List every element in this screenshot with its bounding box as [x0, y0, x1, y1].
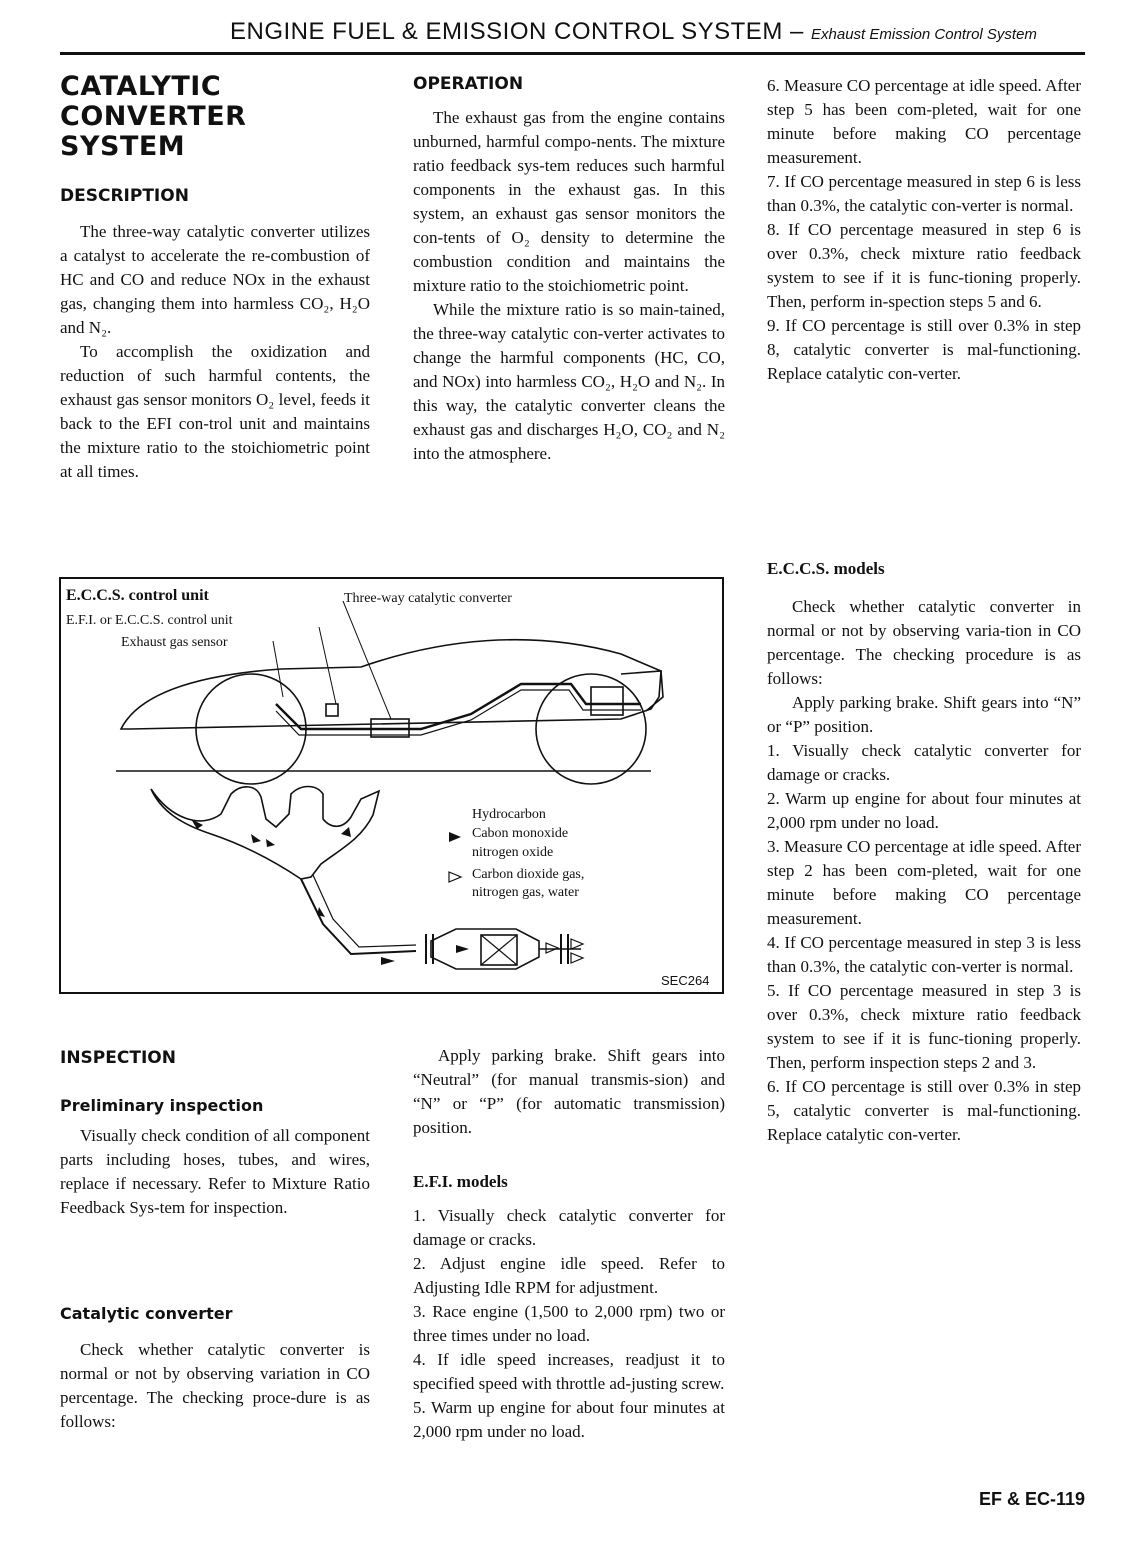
step-item: 5. Warm up engine for about four minutes at 2,000 rpm under no load.	[413, 1398, 725, 1441]
muffler	[591, 687, 623, 715]
step-item: 7. If CO percentage measured in step 6 is less than 0.3%, the catalytic con-verter is normal.	[767, 172, 1081, 215]
page-header	[60, 18, 1085, 52]
legend-arrow-solid	[449, 832, 461, 842]
inspection-heading: INSPECTION	[60, 1048, 176, 1068]
flow-arrow	[266, 839, 275, 847]
step-item: 5. If CO percentage measured in step 3 is over 0.3%, check mixture ratio feedback system to see if it is func-tioning properly. Then, perform inspection steps 2 and 3.	[767, 981, 1081, 1072]
flow-arrow-outline	[571, 939, 583, 949]
efi-column	[413, 1044, 725, 1444]
section-title	[60, 72, 370, 162]
label-control-unit: E.C.C.S. control unit	[66, 587, 209, 604]
flow-arrow	[251, 834, 261, 843]
step-item: 1. Visually check catalytic converter for damage or cracks.	[413, 1206, 725, 1249]
down-pipe	[301, 879, 416, 954]
legend-nitrogen-oxide: nitrogen oxide	[472, 845, 554, 860]
section-title-line-1: CATALYTIC	[60, 71, 222, 102]
inspection-column	[60, 1046, 370, 1434]
flow-arrow	[381, 957, 395, 965]
step-item: 3. Race engine (1,500 to 2,000 rpm) two or three times under no load.	[413, 1302, 725, 1345]
right-column-top	[767, 74, 1081, 386]
catalytic-text: Check whether catalytic converter is normal or not by observing variation in CO percentage. The checking proce-dure is as follows:	[60, 1340, 370, 1431]
figure-code: SEC264	[661, 973, 710, 988]
catalytic-heading: Catalytic converter	[60, 1304, 233, 1323]
operation-heading: OPERATION	[413, 74, 524, 94]
description-paragraph: The three-way catalytic converter utilizes a catalyst to accelerate the re-combustion of HC and CO and reduce NOx in the exhaust gas, changing them into harmless CO₂, H₂O and N₂.	[60, 222, 370, 337]
header-rule	[60, 52, 1085, 55]
legend-nitrogen-water: nitrogen gas, water	[472, 885, 579, 900]
legend-hydrocarbon: Hydrocarbon	[472, 807, 546, 822]
step-item: 2. Adjust engine idle speed. Refer to Adjusting Idle RPM for adjustment.	[413, 1254, 725, 1297]
page-number: EF & EC-119	[978, 1489, 1085, 1509]
catalytic-converter-figure	[59, 577, 724, 994]
front-wheel	[196, 674, 306, 784]
eccs-column	[767, 557, 1081, 1147]
step-item: 8. If CO percentage measured in step 6 is over 0.3%, check mixture ratio feedback system to see if it is func-tioning properly. Then, perform in-spection steps 5 and 6.	[767, 220, 1081, 311]
legend-arrow-outline	[449, 872, 461, 882]
header-dash: –	[789, 18, 804, 45]
legend-carbon-monoxide: Cabon monoxide	[472, 826, 569, 841]
step-item: 4. If idle speed increases, readjust it to specified speed with throttle ad-justing screw.	[413, 1350, 725, 1393]
left-column-top	[60, 72, 370, 484]
section-title-line-2: CONVERTER	[60, 101, 247, 132]
efi-intro: Apply parking brake. Shift gears into “Neutral” (for manual transmis-sion) and “N” or “P” (for automatic transmission) position.	[413, 1046, 725, 1137]
flow-arrow-outline	[546, 943, 558, 953]
preliminary-text: Visually check condition of all component parts including hoses, tubes, and wires, replace if necessary. Refer to Mixture Ratio Feedback Sys-tem for inspection.	[60, 1126, 370, 1217]
efi-models-heading: E.F.I. models	[413, 1172, 508, 1191]
eccs-intro-2: Apply parking brake. Shift gears into “N” or “P” position.	[767, 693, 1081, 736]
step-item: 6. If CO percentage is still over 0.3% in step 5, catalytic converter is mal-functioning. Replace catalytic con-verter.	[767, 1077, 1081, 1144]
car-body-outline	[121, 640, 661, 729]
flow-arrows	[191, 819, 469, 965]
step-item: 9. If CO percentage is still over 0.3% in step 8, catalytic converter is mal-functioning. Replace catalytic con-verter.	[767, 316, 1081, 383]
legend-carbon-dioxide: Carbon dioxide gas,	[472, 867, 585, 882]
operation-paragraph: While the mixture ratio is so main-tained, the three-way catalytic con-verter activates to change the harmful components (HC, CO, and NOx) into harmless CO₂, H₂O and N₂. In this way, the catalytic converter cleans the exhaust gas and discharges H₂O, CO₂ and N₂ into the atmosphere.	[413, 300, 725, 463]
label-three-way-converter: Three-way catalytic converter	[344, 591, 512, 606]
operation-column	[413, 72, 725, 466]
step-item: 3. Measure CO percentage at idle speed. After step 2 has been com-pleted, wait for one minute before making CO percentage measurement.	[767, 837, 1081, 928]
flow-arrow	[456, 945, 469, 953]
step-item: 6. Measure CO percentage at idle speed. After step 5 has been com-pleted, wait for one minute before making CO percentage measurement.	[767, 76, 1081, 167]
eccs-models-heading: E.C.C.S. models	[767, 559, 885, 578]
flow-arrow	[341, 827, 351, 837]
preliminary-heading: Preliminary inspection	[60, 1096, 264, 1115]
header-title-line	[230, 18, 1037, 46]
step-item: 1. Visually check catalytic converter for damage or cracks.	[767, 741, 1081, 784]
control-unit-box	[326, 704, 338, 716]
eccs-intro: Check whether catalytic converter in normal or not by observing varia-tion in CO percentage. The checking procedure is as follows:	[767, 597, 1081, 688]
section-title-line-3: SYSTEM	[60, 131, 186, 162]
step-item: 4. If CO percentage measured in step 3 is less than 0.3%, the catalytic con-verter is normal.	[767, 933, 1081, 976]
step-item: 2. Warm up engine for about four minutes at 2,000 rpm under no load.	[767, 789, 1081, 832]
flow-arrow-outline	[571, 953, 583, 963]
label-efi-unit: E.F.I. or E.C.C.S. control unit	[66, 613, 233, 628]
label-exhaust-sensor: Exhaust gas sensor	[121, 635, 228, 650]
operation-paragraph: The exhaust gas from the engine contains unburned, harmful compo-nents. The mixture ratio feedback sys-tem reduces such harmful components in the exhaust gas. In this system, an exhaust gas sensor monitors the con-tents of O₂ density to determine the combustion condition and maintains the mixture ratio to the stoichiometric point.	[413, 108, 725, 295]
header-title: ENGINE FUEL & EMISSION CONTROL SYSTEM	[230, 18, 783, 45]
description-heading: DESCRIPTION	[60, 186, 189, 206]
header-subtitle: Exhaust Emission Control System	[811, 26, 1037, 43]
description-paragraph: To accomplish the oxidization and reduction of such harmful contents, the exhaust gas sensor monitors O₂ level, feeds it back to the EFI con-trol unit and maintains the mixture ratio to the stoichiometric point at all times.	[60, 342, 370, 481]
